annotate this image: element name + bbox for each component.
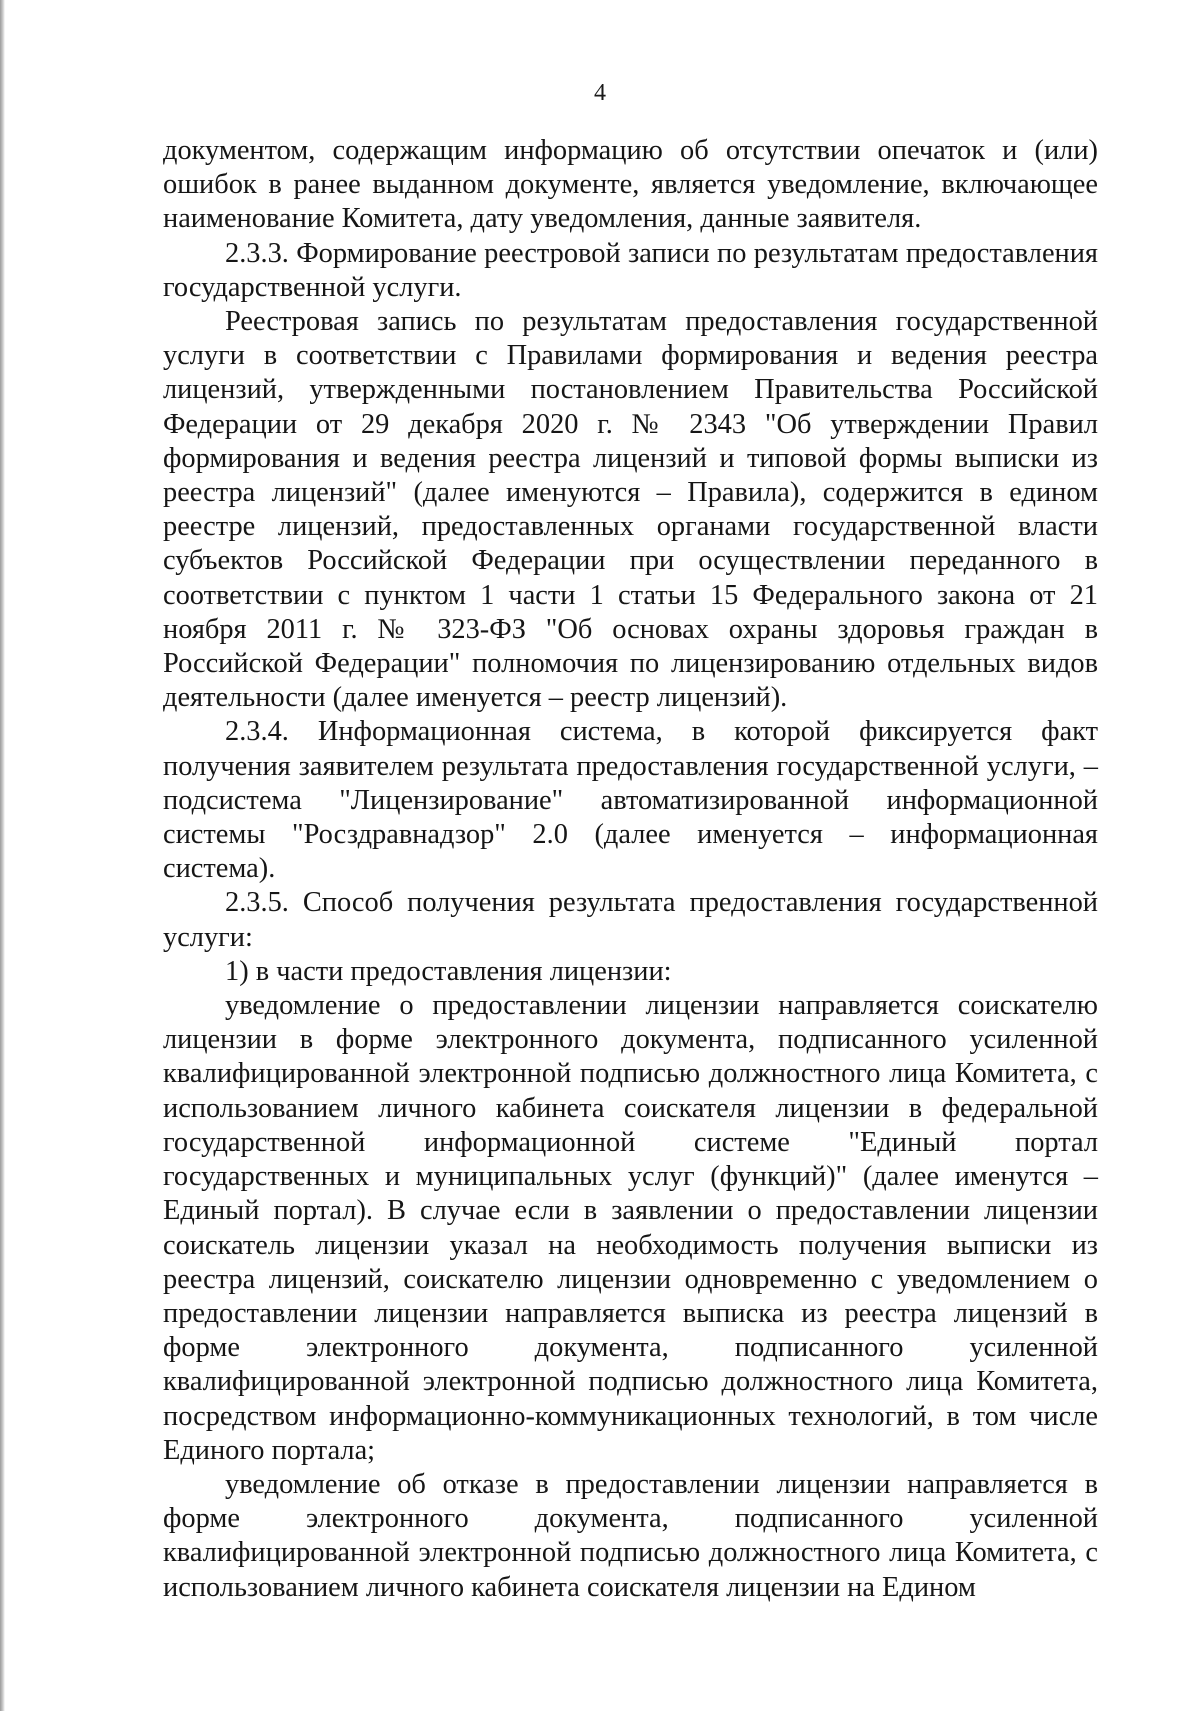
paragraph-section-2-3-5: 2.3.5. Способ получения результата предоставления государственной услуги: [163,887,1098,953]
paragraph-notice-granted: уведомление о предоставлении лицензии направляется соискателю лицензии в форме электронного документа, подписанного усиленной квалифицированной электронной подписью должностного лица Комитета, с использованием личного кабинета соискателя лицензии в федеральной государственной информационной системе "Единый портал государственных и муниципальных услуг (функций)" (далее именутся – Единый портал). В случае если в заявлении о предоставлении лицензии соискатель лицензии указал на необходимость получения выписки из реестра лицензий, соискателю лицензии одновременно с уведомлением о предоставлении лицензии направляется выписка из реестра лицензий в форме электронного документа, подписанного усиленной квалифицированной электронной подписью должностного лица Комитета, посредством информационно-коммуникационных технологий, в том числе Единого портала; [163,990,1098,1466]
scan-edge-shadow [0,0,5,1711]
page-number: 4 [594,80,606,106]
paragraph-registry-record: Реестровая запись по результатам предоставления государственной услуги в соответствии с Правилами формирования и ведения реестра лицензий, утвержденными постановлением Правительства Российской Федерации от 29 декабря 2020 г. № 2343 "Об утверждении Правил формирования и ведения реестра лицензий и типовой формы выписки из реестра лицензий" (далее именуются – Правила), содержится в едином реестре лицензий, предоставленных органами государственной власти субъектов Российской Федерации при осуществлении переданного в соответствии с пунктом 1 части 1 статьи 15 Федерального закона от 21 ноября 2011 г. № 323-ФЗ "Об основах охраны здоровья граждан в Российской Федерации" полномочия по лицензированию отдельных видов деятельности (далее именуется – реестр лицензий). [163,306,1098,714]
document-body [163,134,1098,1605]
paragraph-notice-refused: уведомление об отказе в предоставлении лицензии направляется в форме электронного документа, подписанного усиленной квалифицированной электронной подписью должностного лица Комитета, с использованием личного кабинета соискателя лицензии на Едином [163,1468,1098,1603]
paragraph-item-1: 1) в части предоставления лицензии: [225,955,672,987]
paragraph-section-2-3-4: 2.3.4. Информационная система, в которой фиксируется факт получения заявителем результата предоставления государственной услуги, – подсистема "Лицензирование" автоматизированной информационной системы "Росздравнадзор" 2.0 (далее именуется – информационная система). [163,716,1098,885]
paragraph-section-2-3-3: 2.3.3. Формирование реестровой записи по результатам предоставления государственной услуги. [163,237,1098,303]
paragraph-continuation: документом, содержащим информацию об отсутствии опечаток и (или) ошибок в ранее выданном документе, является уведомление, включающее наименование Комитета, дату уведомления, данные заявителя. [163,135,1098,235]
